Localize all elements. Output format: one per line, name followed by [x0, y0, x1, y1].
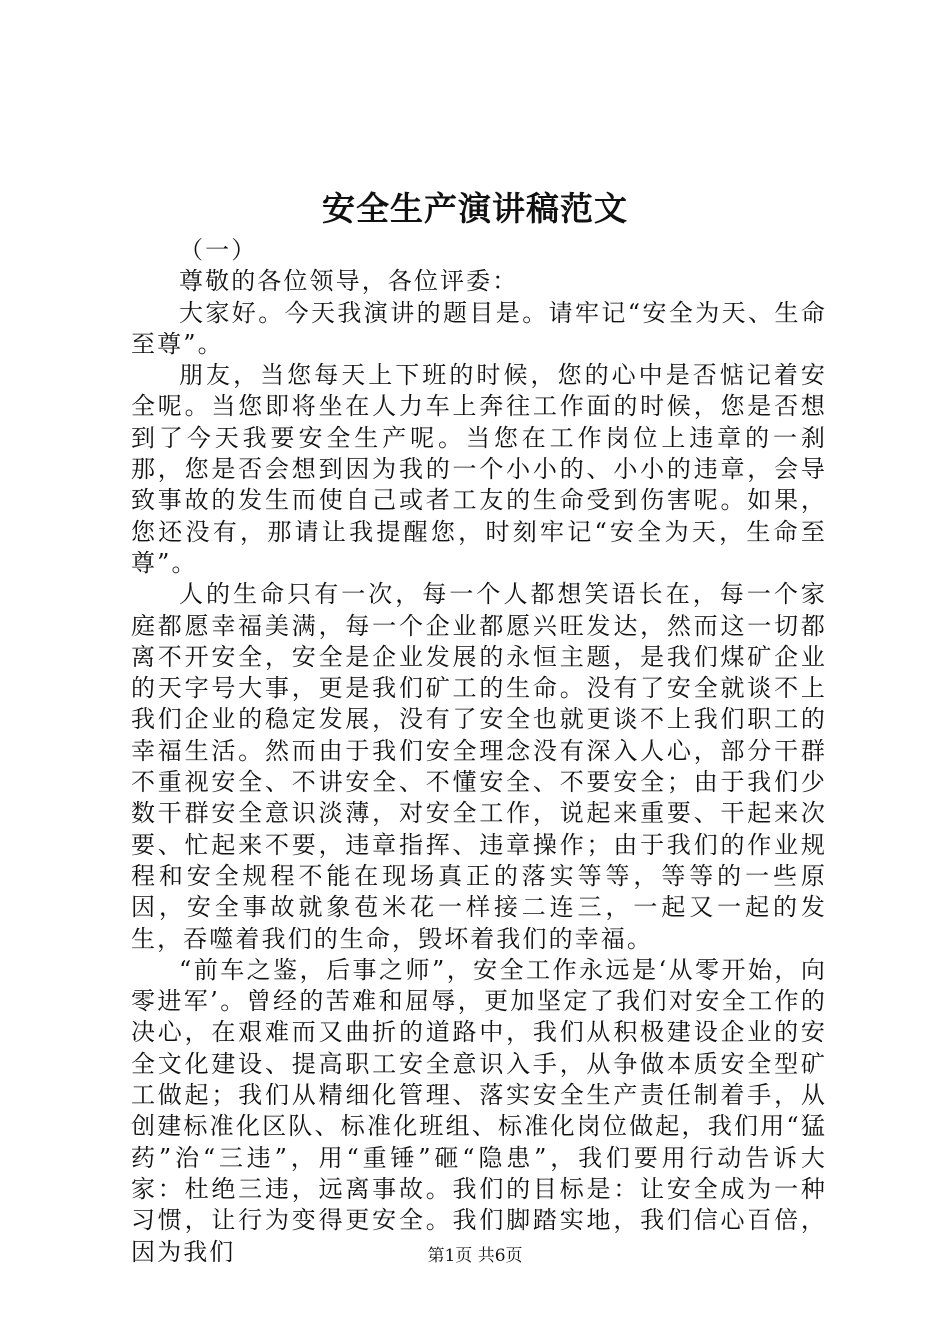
- document-title: 安全生产演讲稿范文: [322, 189, 628, 228]
- paragraph: 人的生命只有一次，每一个人都想笑语长在，每一个家庭都愿幸福美满，每一个企业都愿兴旺发达，然而这一切都离不开安全，安全是企业发展的永恒主题，是我们煤矿企业的天字号大事，更是我们矿工的生命。没有了安全就谈不上我们企业的稳定发展，没有了安全也就更谈不上我们职工的幸福生活。然而由于我们安全理念没有深入人心，部分干群不重视安全、不讲安全、不懂安全、不要安全；由于我们少数干群安全意识淡薄，对安全工作，说起来重要、干起来次要、忙起来不要，违章指挥、违章操作；由于我们的作业规程和安全规程不能在现场真正的落实等等，等等的一些原因，安全事故就象苞米花一样接二连三，一起又一起的发生，吞噬着我们的生命，毁坏着我们的幸福。: [131, 580, 827, 953]
- salutation: 尊敬的各位领导，各位评委：: [179, 267, 519, 296]
- section-number: （一）: [179, 236, 258, 264]
- paragraph: 朋友，当您每天上下班的时候，您的心中是否惦记着安全呢。当您即将坐在人力车上奔往工作面的时候，您是否想到了今天我要安全生产呢。当您在工作岗位上违章的一刹那，您是否会想到因为我的一个小小的、小小的违章，会导致事故的发生而使自己或者工友的生命受到伤害呢。如果，您还没有，那请让我提醒您，时刻牢记“安全为天，生命至尊”。: [131, 361, 827, 577]
- paragraph: 大家好。今天我演讲的题目是。请牢记“安全为天、生命至尊”。: [131, 298, 827, 358]
- page-footer: 第1页 共6页: [427, 1246, 523, 1266]
- document-body: [131, 235, 827, 1268]
- paragraph: “前车之鉴，后事之师”，安全工作永远是‘从零开始，向零进军’。曾经的苦难和屈辱，更加坚定了我们对安全工作的决心，在艰难而又曲折的道路中，我们从积极建设企业的安全文化建设、提高职工安全意识入手，从争做本质安全型矿工做起；我们从精细化管理、落实安全生产责任制着手，从创建标准化区队、标准化班组、标准化岗位做起，我们用“猛药”治“三违”，用“重锤”砸“隐患”，我们要用行动告诉大家：杜绝三违，远离事故。我们的目标是：让安全成为一种习惯，让行为变得更安全。我们脚踏实地，我们信心百倍，因为我们: [131, 955, 827, 1266]
